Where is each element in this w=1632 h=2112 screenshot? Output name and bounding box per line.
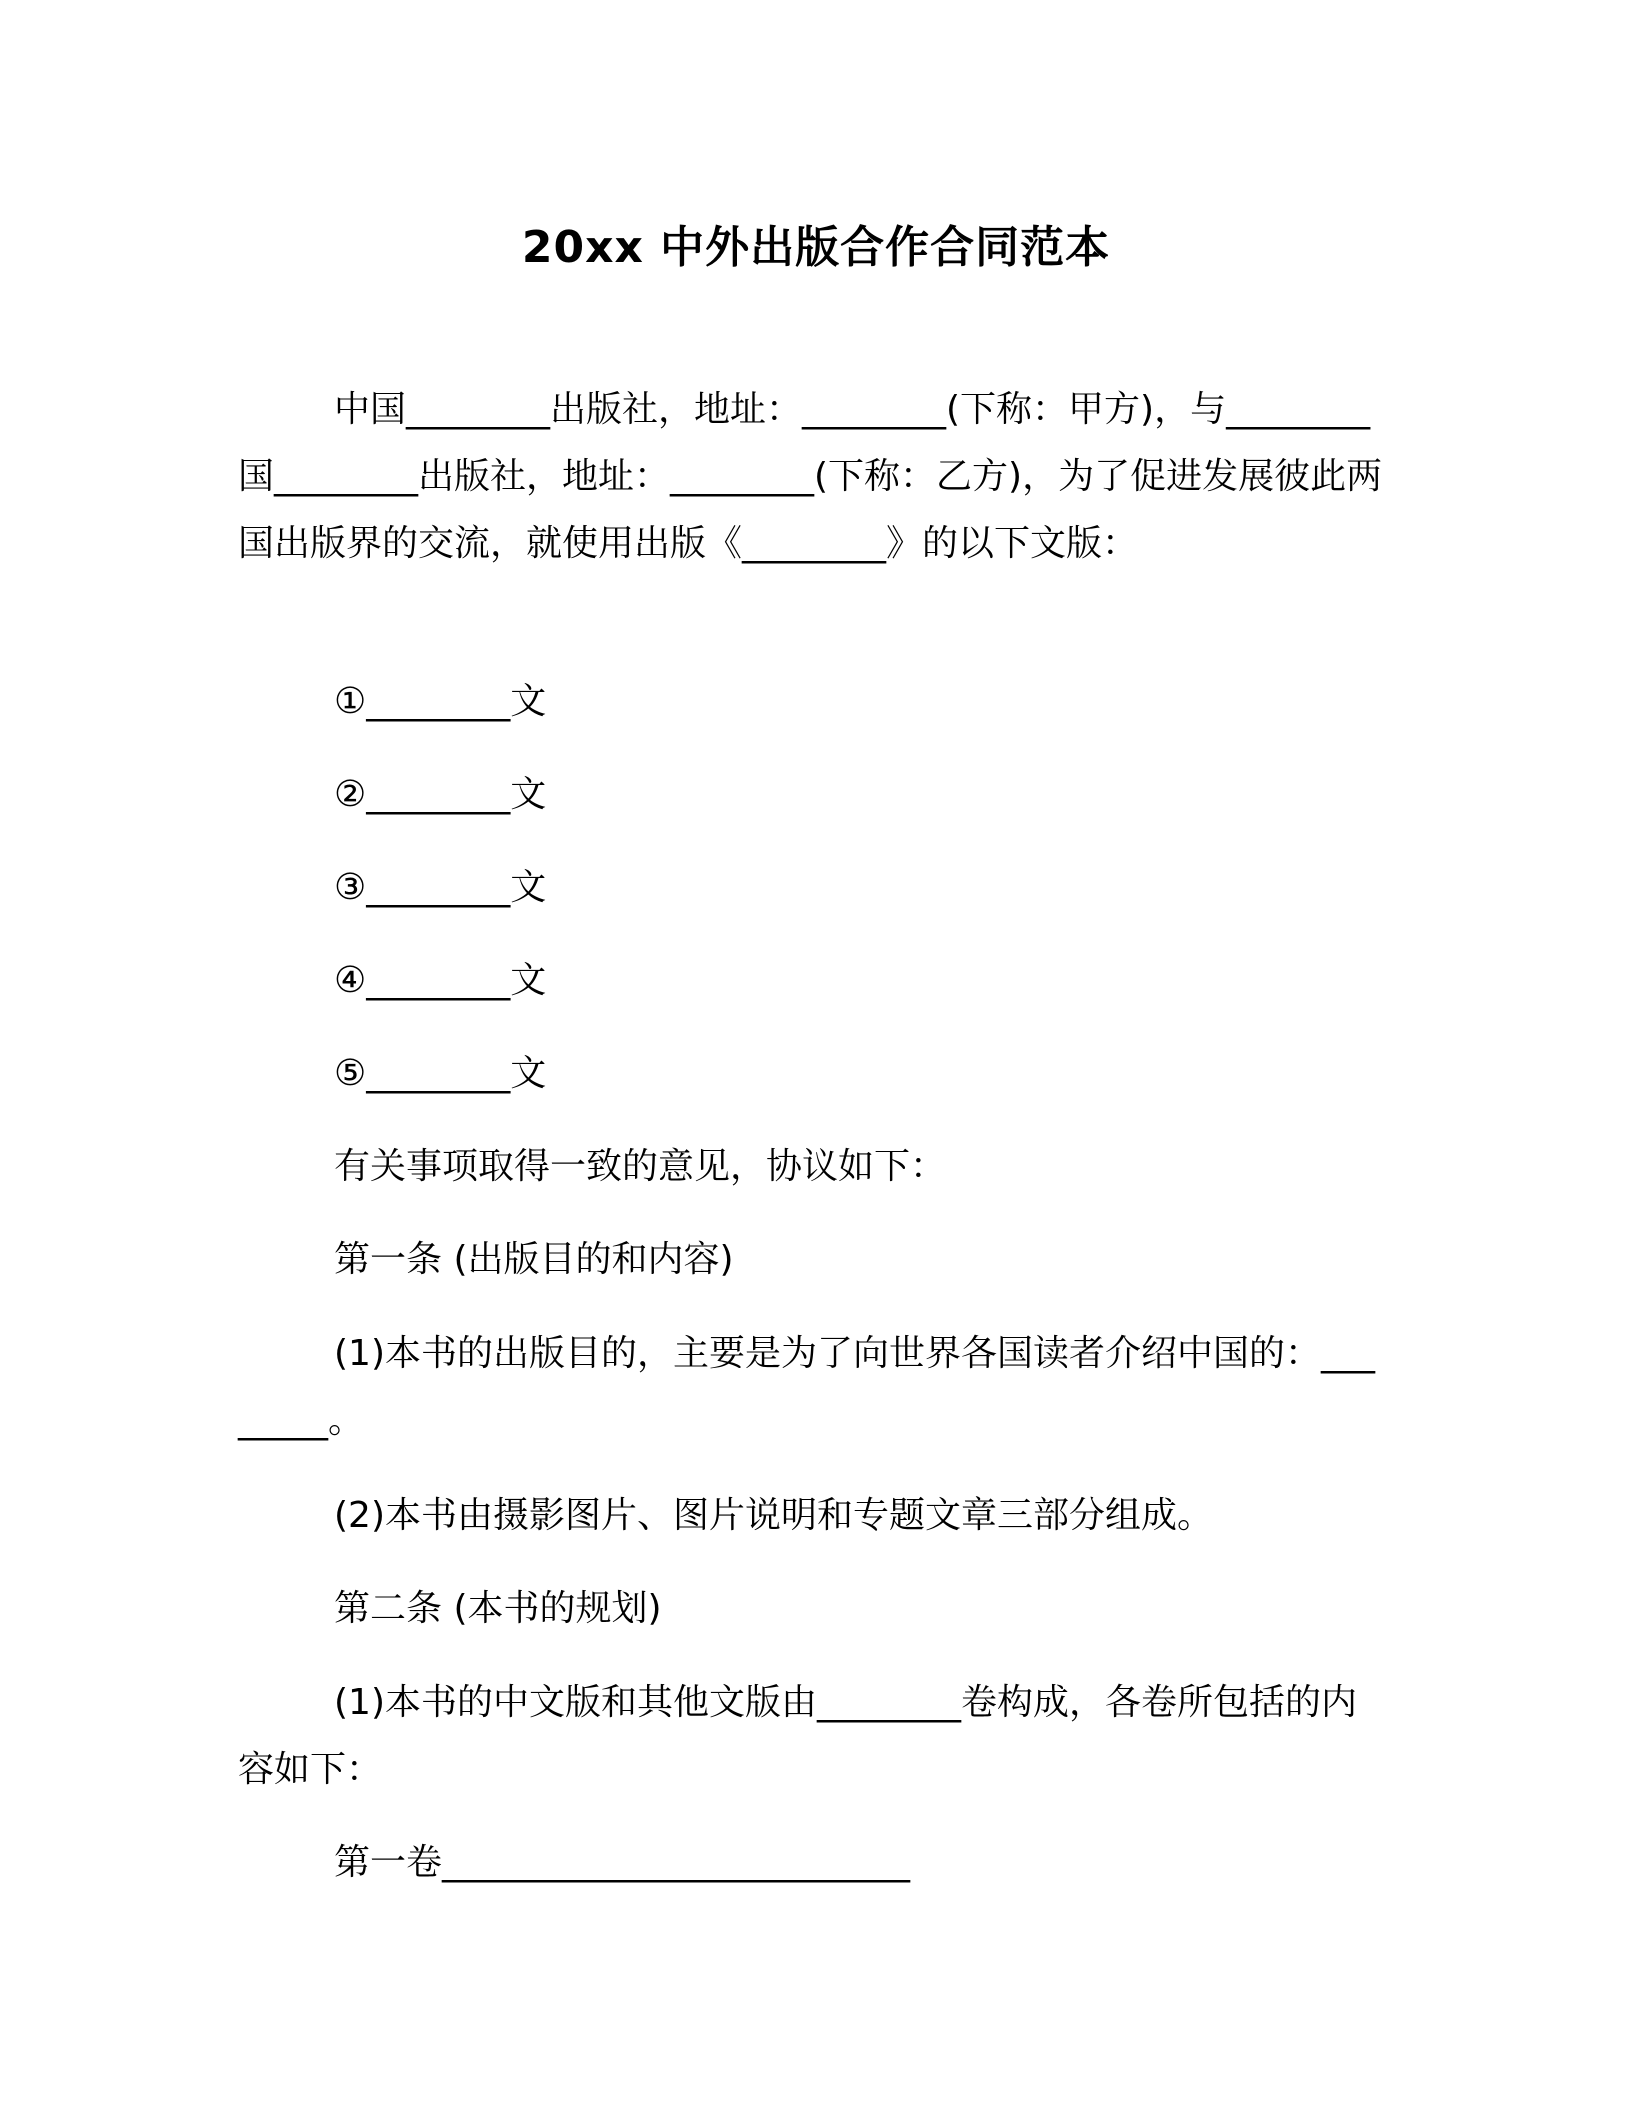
- agreement-line: 有关事项取得一致的意见，协议如下：: [334, 1146, 947, 1187]
- intro-paragraph: 中国________出版社，地址：________(下称：甲方)，与________国________出版社，地址：________(下称：乙方)，为了促进发展彼此两国出版界的交流，就使用出版《________》的以下文版：: [238, 389, 1383, 564]
- article1-item2: (2)本书由摄影图片、图片说明和专题文章三部分组成。: [334, 1495, 1213, 1536]
- version-item-2: ②________文: [334, 774, 547, 815]
- document-title: 20xx 中外出版合作合同范本: [521, 222, 1111, 273]
- version-item-4: ④________文: [334, 960, 547, 1001]
- version-item-3: ③________文: [334, 867, 547, 908]
- article2-item1: (1)本书的中文版和其他文版由________卷构成，各卷所包括的内容如下：: [238, 1682, 1357, 1790]
- version-item-1: ①________文: [334, 681, 547, 722]
- volume1-line: 第一卷__________________________: [334, 1842, 911, 1883]
- article1-heading: 第一条 (出版目的和内容): [334, 1239, 734, 1280]
- article2-heading: 第二条 (本书的规划): [334, 1588, 662, 1629]
- article1-item1: (1)本书的出版目的，主要是为了向世界各国读者介绍中国的：________。: [238, 1333, 1375, 1441]
- version-item-5: ⑤________文: [334, 1053, 547, 1094]
